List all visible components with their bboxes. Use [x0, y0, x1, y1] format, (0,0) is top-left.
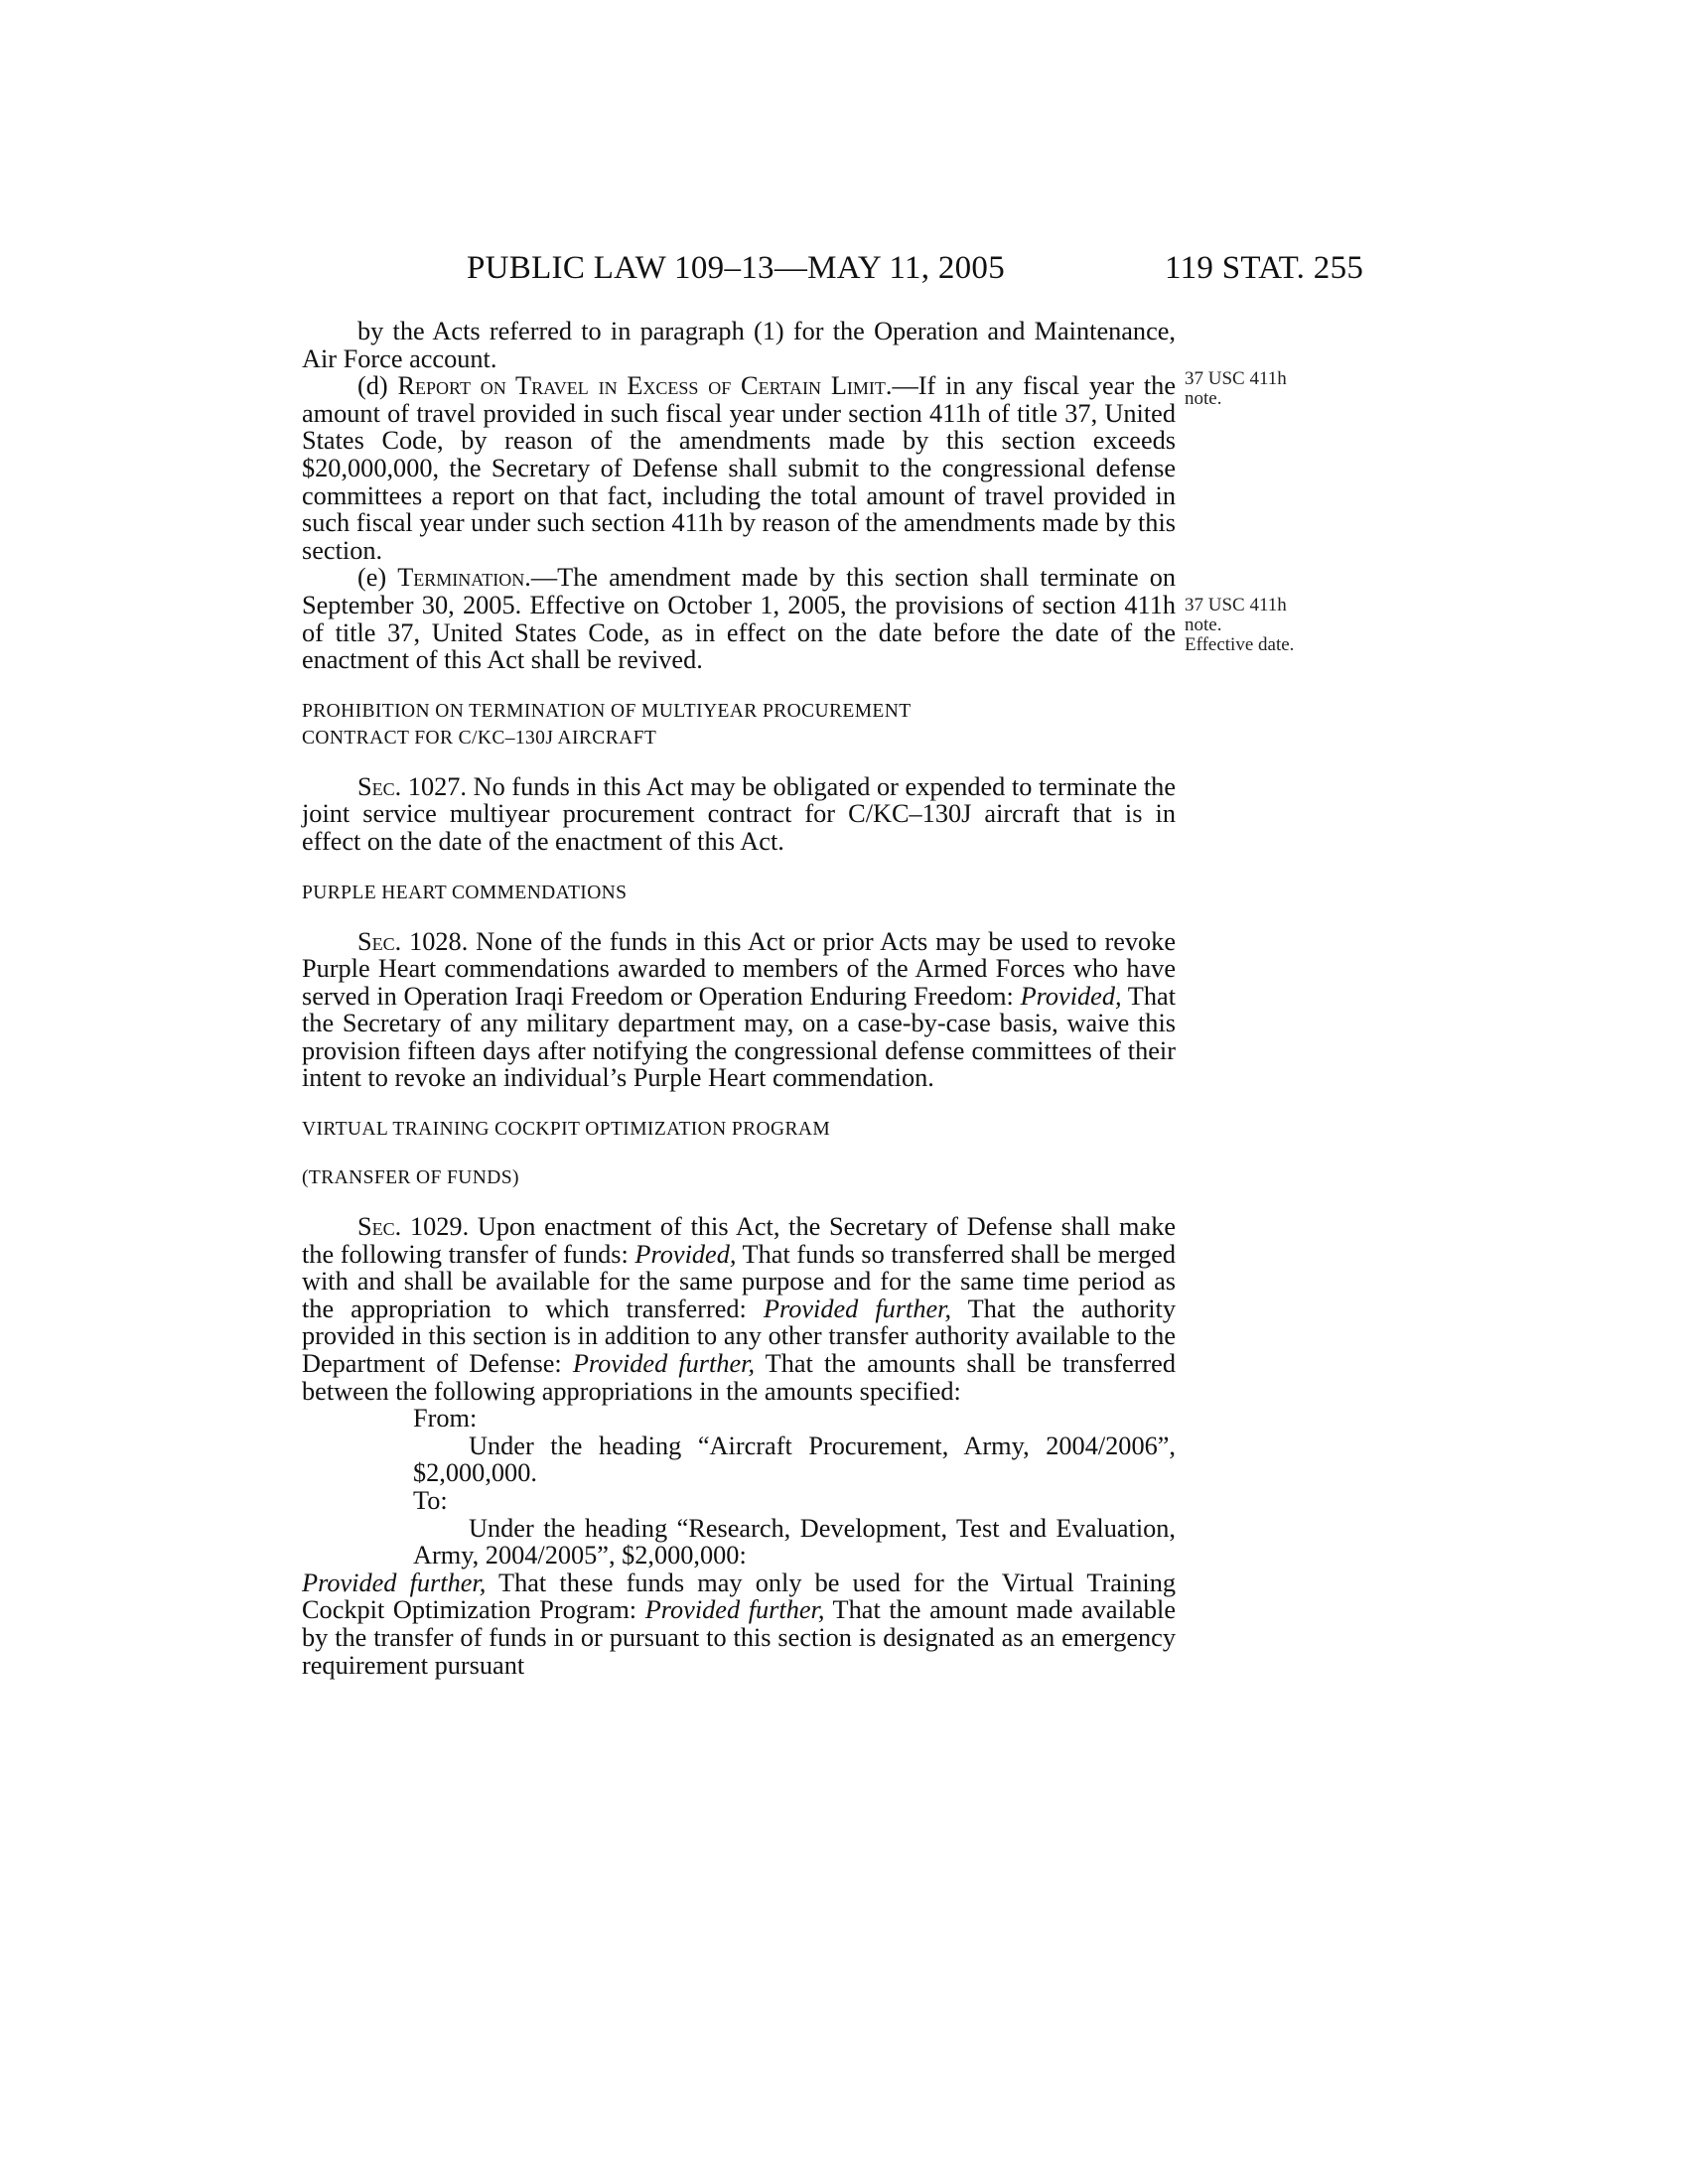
statute-page-number: 119 STAT. 255 [1165, 250, 1364, 286]
sec1027-heading-line2: CONTRACT FOR C/KC–130J AIRCRAFT [302, 727, 657, 749]
transfer-to-label: To: [413, 1486, 448, 1515]
body-text [302, 318, 1176, 1679]
sec1029-heading: VIRTUAL TRAINING COCKPIT OPTIMIZATION PROGRAM [302, 1119, 831, 1141]
margin-note-2 [1185, 596, 1334, 655]
sec1029-text-c: That the authority provided in this section is in addition to any other transfer authority available to the Department of Defense: [302, 1294, 1176, 1379]
sec1029-provided-3: Provided further, [572, 1349, 756, 1379]
sec1029-closing-paragraph [302, 1570, 1176, 1679]
sec1028-text-a: None of the funds in this Act or prior Acts may be used to revoke Purple Heart commendations awarded to members of the Armed Forces who have served in Operation Iraqi Freedom or Operation Enduring Freedom: [302, 926, 1176, 1011]
sec1027-label: Sec [357, 771, 395, 801]
sec1027-heading-line1: PROHIBITION ON TERMINATION OF MULTIYEAR PROCUREMENT [302, 700, 912, 722]
sec1029-label: Sec [357, 1212, 395, 1242]
margin-note-1-citation: 37 USC 411h [1185, 368, 1287, 389]
sec1029-provided-1: Provided, [634, 1239, 737, 1269]
sec1028-provided: Provided, [1020, 981, 1122, 1011]
sec1029-provided-5: Provided further, [644, 1595, 825, 1625]
sec1027-paragraph [302, 773, 1176, 856]
margin-note-1 [1185, 369, 1334, 409]
running-header-title: PUBLIC LAW 109–13—MAY 11, 2005 [467, 250, 1006, 286]
sec1029-text-a: Upon enactment of this Act, the Secretary of Defense shall make the following transfer of funds: [302, 1212, 1177, 1269]
transfer-to-text: Under the heading “Research, Development, Test and Evaluation, Army, 2004/2005”, $2,000,000: [413, 1513, 1176, 1570]
sec1029-provided-2: Provided further, [763, 1294, 952, 1323]
sec1029-text-d: That the amounts shall be transferred between the following appropriations in the amounts specified: [302, 1349, 1176, 1406]
continuation-paragraph: by the Acts referred to in paragraph (1) for the Operation and Maintenance, Air Force account. [302, 317, 1176, 373]
sec1029-provided-4: Provided further, [302, 1568, 487, 1597]
sec1028-paragraph [302, 928, 1176, 1093]
subsection-d-text: —If in any fiscal year the amount of travel provided in such fiscal year under section 411h of title 37, United States Code, by reason of the amendments made by this section exceeds $20,000,000, the Secretary of Defense shall submit to the congressional defense committees a report on that fact, including the total amount of travel provided in such fiscal year under such section 411h by reason of the amendments made by this section. [302, 371, 1176, 565]
sec1027-number: . 1027. [394, 771, 474, 801]
sec1029-text-f: That the amount made available by the transfer of funds in or pursuant to this section is designated as an emergency requirement pursuant [302, 1595, 1176, 1680]
subsection-e-label: (e) [357, 563, 398, 593]
sec1028-text-b: That the Secretary of any military department may, on a case-by-case basis, waive this provision fifteen days after notifying the congressional defense committees of their intent to revoke an individual’s Purple Heart commendation. [302, 981, 1176, 1093]
transfer-from-text: Under the heading “Aircraft Procurement, Army, 2004/2006”, $2,000,000. [413, 1431, 1176, 1488]
subsection-e-heading: Termination. [397, 563, 531, 593]
sec1029-paragraph [302, 1213, 1176, 1405]
sec1029-text-e: That these funds may only be used for the Virtual Training Cockpit Optimization Program: [302, 1568, 1176, 1625]
subsection-d-label: (d) [357, 371, 398, 401]
subsection-d-heading: Report on Travel in Excess of Certain Limit. [397, 371, 893, 401]
margin-note-1-type: note. [1185, 388, 1222, 409]
sec1028-heading: PURPLE HEART COMMENDATIONS [302, 882, 628, 903]
margin-note-2-label: Effective date. [1185, 634, 1295, 655]
margin-note-2-citation: 37 USC 411h [1185, 595, 1287, 615]
subsection-e [302, 564, 1176, 673]
sec1029-text-b: That funds so transferred shall be merged with and shall be available for the same purpose and for the same time period as the appropriation to which transferred: [302, 1239, 1177, 1323]
sec1027-text: No funds in this Act may be obligated or expended to terminate the joint service multiyear procurement contract for C/KC–130J aircraft that is in effect on the date of the enactment of this Act. [302, 771, 1176, 856]
subsection-e-text: —The amendment made by this section shall terminate on September 30, 2005. Effective on October 1, 2005, the provisions of section 411h of title 37, United States Code, as in effect on the date before the date of the enactment of this Act shall be revived. [302, 563, 1177, 675]
transfer-from-label: From: [413, 1404, 478, 1433]
subsection-d [302, 372, 1176, 564]
sec1029-subheading: (TRANSFER OF FUNDS) [302, 1167, 519, 1189]
margin-note-2-type: note. [1185, 614, 1222, 635]
sec1029-number: . 1029. [394, 1212, 478, 1242]
sec1028-number: . 1028. [394, 926, 477, 956]
sec1028-label: Sec [357, 926, 395, 956]
